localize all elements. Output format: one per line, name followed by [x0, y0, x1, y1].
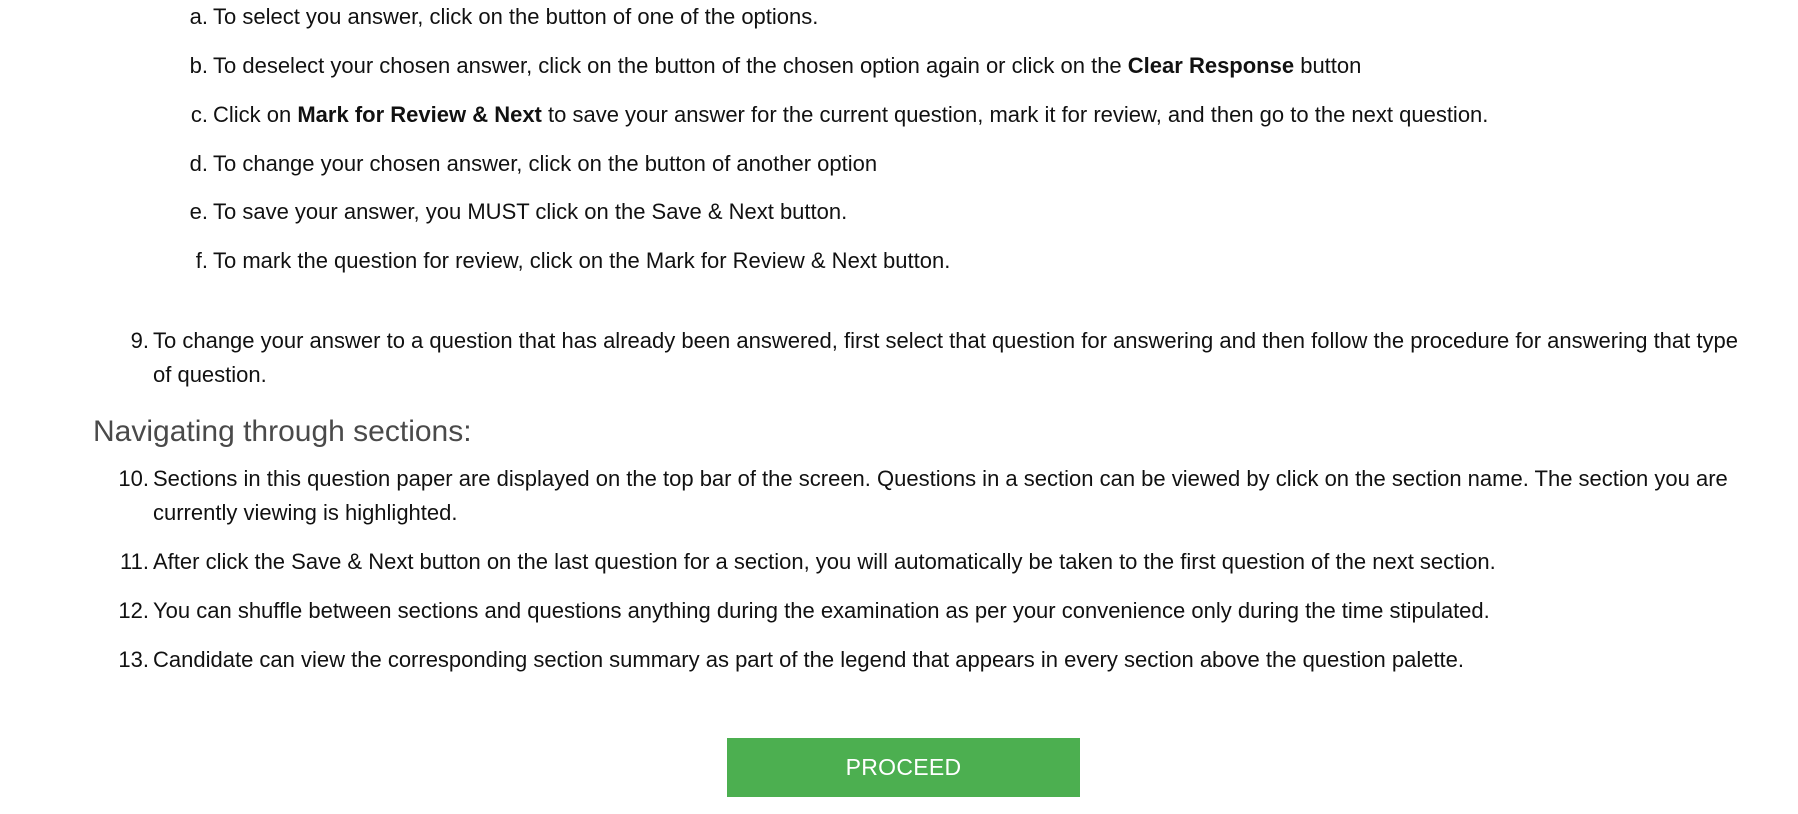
- sub-item-marker: e.: [189, 199, 208, 224]
- sub-item-b: [150, 51, 1750, 81]
- proceed-button[interactable]: PROCEED: [727, 738, 1080, 797]
- instruction-item-11: [110, 545, 1750, 579]
- sub-item-marker: c.: [190, 102, 208, 127]
- clear-response-emphasis: Clear Response: [1127, 53, 1295, 78]
- instruction-item-13: [110, 643, 1750, 677]
- item-text: Candidate can view the corresponding section summary as part of the legend that appears in every section above the question palette.: [153, 647, 1465, 672]
- sub-item-marker: f.: [195, 248, 208, 273]
- item-number: 13.: [118, 647, 149, 672]
- instruction-item-10: [110, 462, 1750, 530]
- sub-item-marker: b.: [189, 53, 208, 78]
- instruction-item-9: [110, 324, 1750, 392]
- sub-item-text: Click on: [213, 102, 298, 127]
- sub-item-d: [150, 149, 1750, 179]
- sub-item-text: To change your chosen answer, click on the button of another option: [213, 151, 878, 176]
- section-heading: Navigating through sections:: [93, 415, 472, 448]
- sub-item-text: To deselect your chosen answer, click on the button of the chosen option again or click on the: [213, 53, 1128, 78]
- sub-item-text: To mark the question for review, click on the Mark for Review & Next button.: [213, 248, 951, 273]
- item-number: 10.: [118, 466, 149, 491]
- sub-item-text: to save your answer for the current question, mark it for review, and then go to the next question.: [541, 102, 1489, 127]
- item-text: Sections in this question paper are displayed on the top bar of the screen. Questions in a section can be viewed by click on the section name. The section you are currently viewing is highlighted.: [153, 466, 1728, 525]
- item-number: 11.: [120, 549, 149, 574]
- sub-item-f: [150, 246, 1750, 276]
- sub-item-e: [150, 197, 1750, 227]
- sub-item-a: [150, 2, 1750, 32]
- sub-item-marker: d.: [189, 151, 208, 176]
- item-text: To change your answer to a question that has already been answered, first select that question for answering and then follow the procedure for answering that type of question.: [153, 328, 1738, 387]
- sub-item-text: To select you answer, click on the button of one of the options.: [213, 4, 819, 29]
- mark-for-review-emphasis: Mark for Review & Next: [297, 102, 542, 127]
- sub-item-text: button: [1294, 53, 1362, 78]
- item-text: After click the Save & Next button on the last question for a section, you will automatically be taken to the first question of the next section.: [153, 549, 1496, 574]
- item-number: 9.: [130, 328, 149, 353]
- sub-item-marker: a.: [189, 4, 208, 29]
- instruction-item-12: [110, 594, 1750, 628]
- sub-item-c: [150, 100, 1750, 130]
- sub-item-text: To save your answer, you MUST click on the Save & Next button.: [213, 199, 848, 224]
- item-text: You can shuffle between sections and questions anything during the examination as per your convenience only during the time stipulated.: [153, 598, 1490, 623]
- item-number: 12.: [118, 598, 149, 623]
